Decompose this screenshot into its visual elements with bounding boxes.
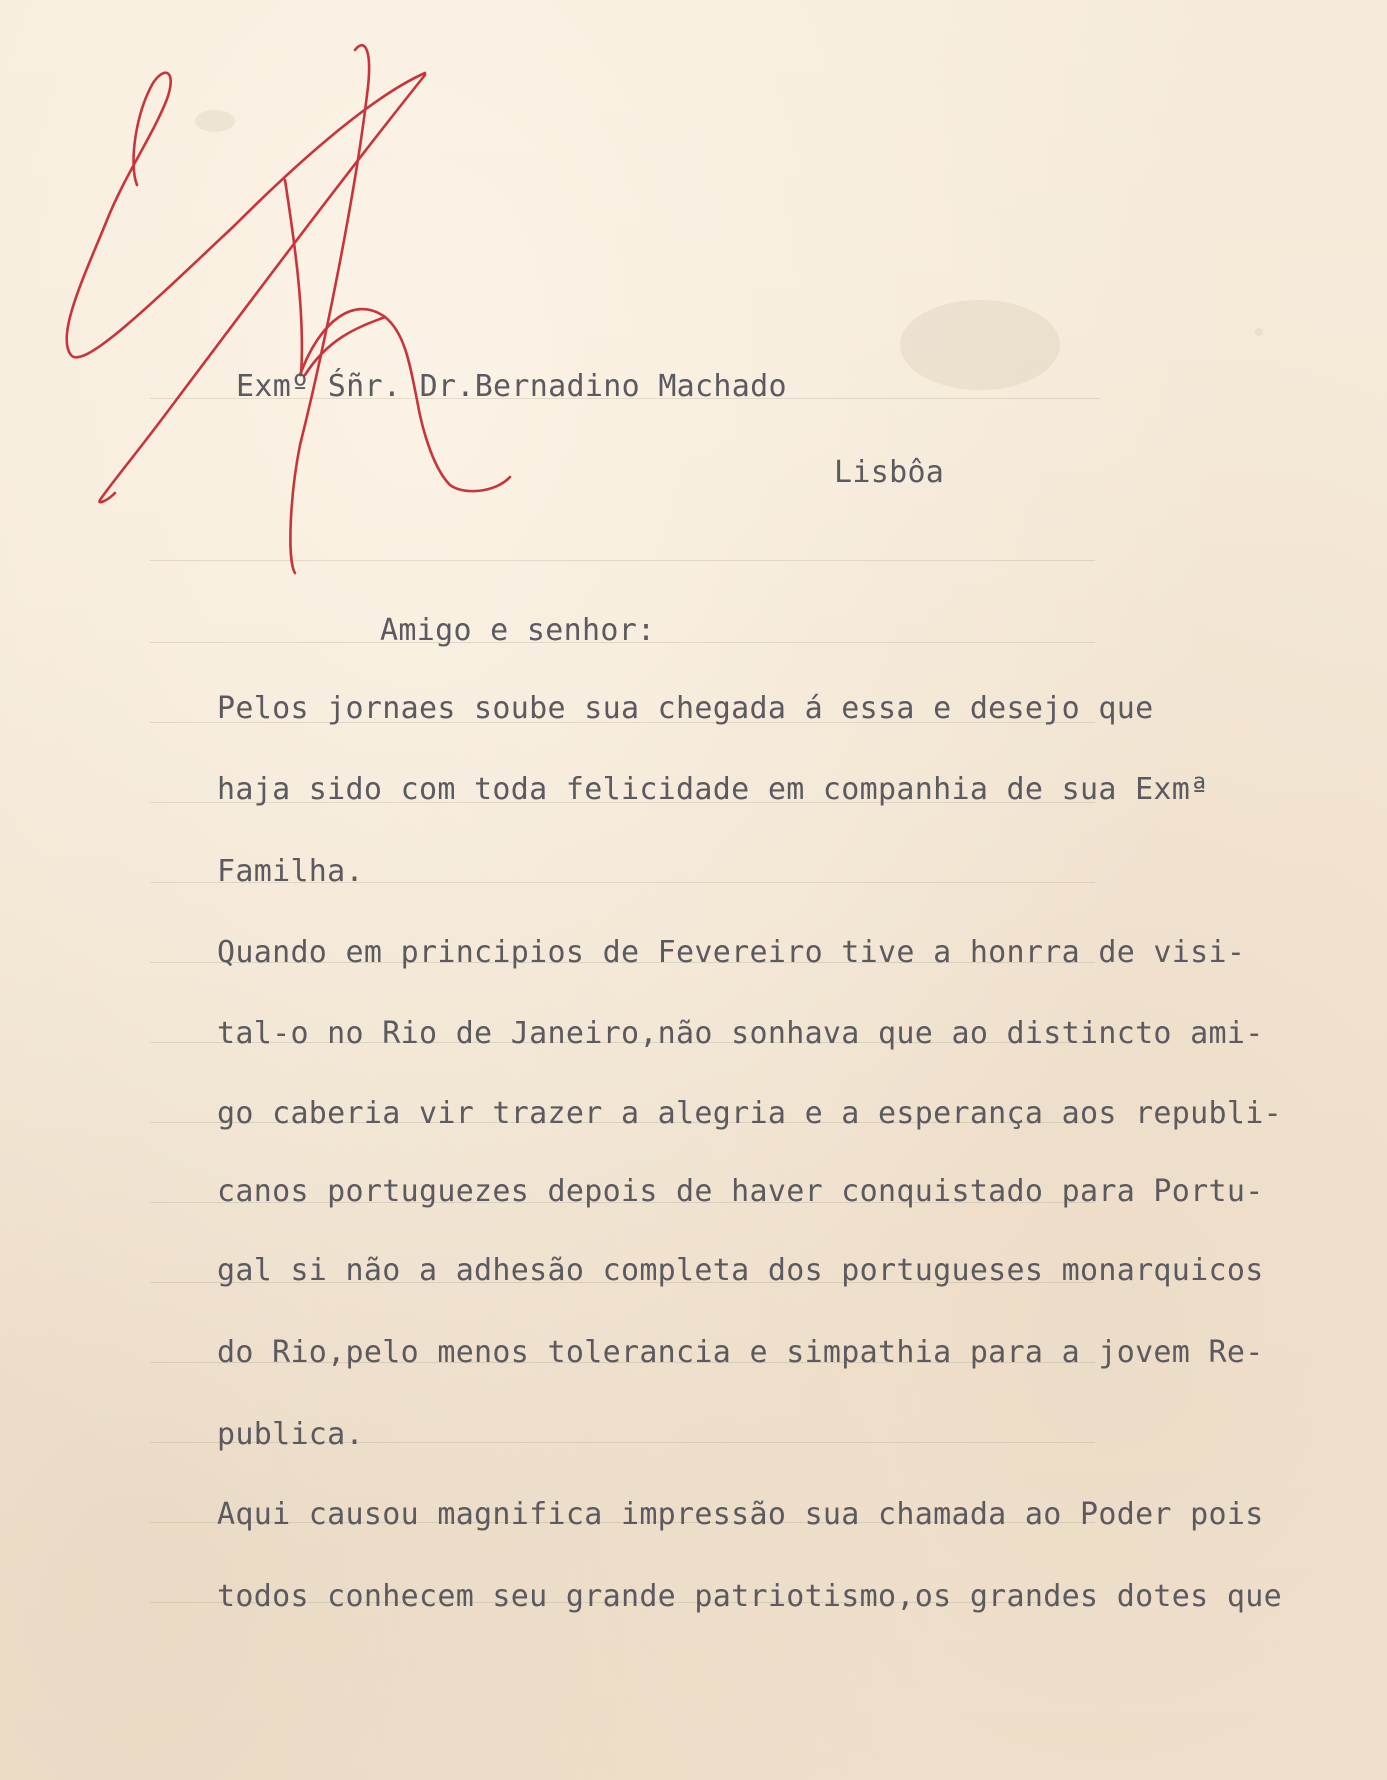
body-line: todos conhecem seu grande patriotismo,os grandes dotes que	[217, 1579, 1282, 1614]
body-line: gal si não a adhesão completa dos portugueses monarquicos	[217, 1253, 1264, 1288]
body-line: go caberia vir trazer a alegria e a esperança aos republi-	[217, 1096, 1282, 1131]
body-line: Familha.	[217, 854, 364, 889]
body-line: do Rio,pelo menos tolerancia e simpathia para a jovem Re-	[217, 1335, 1264, 1370]
paper-stain	[1255, 328, 1263, 336]
body-line: Quando em principios de Fevereiro tive a honrra de visi-	[217, 935, 1246, 970]
body-line: Pelos jornaes soube sua chegada á essa e desejo que	[217, 691, 1154, 726]
paper-stain	[900, 300, 1060, 390]
recipient-city: Lisbôa	[834, 455, 945, 490]
body-line: Aqui causou magnifica impressão sua chamada ao Poder pois	[217, 1497, 1264, 1532]
body-line: haja sido com toda felicidade em companhia de sua Exmª	[217, 772, 1209, 807]
red-monogram-signature	[55, 15, 515, 590]
body-line: canos portuguezes depois de haver conquistado para Portu-	[217, 1174, 1264, 1209]
letter-salutation: Amigo e senhor:	[380, 613, 656, 648]
body-line: tal-o no Rio de Janeiro,não sonhava que ao distincto ami-	[217, 1016, 1264, 1051]
recipient-address: Exmº Śñr. Dr.Bernadino Machado	[236, 369, 787, 404]
body-line: publica.	[217, 1417, 364, 1452]
